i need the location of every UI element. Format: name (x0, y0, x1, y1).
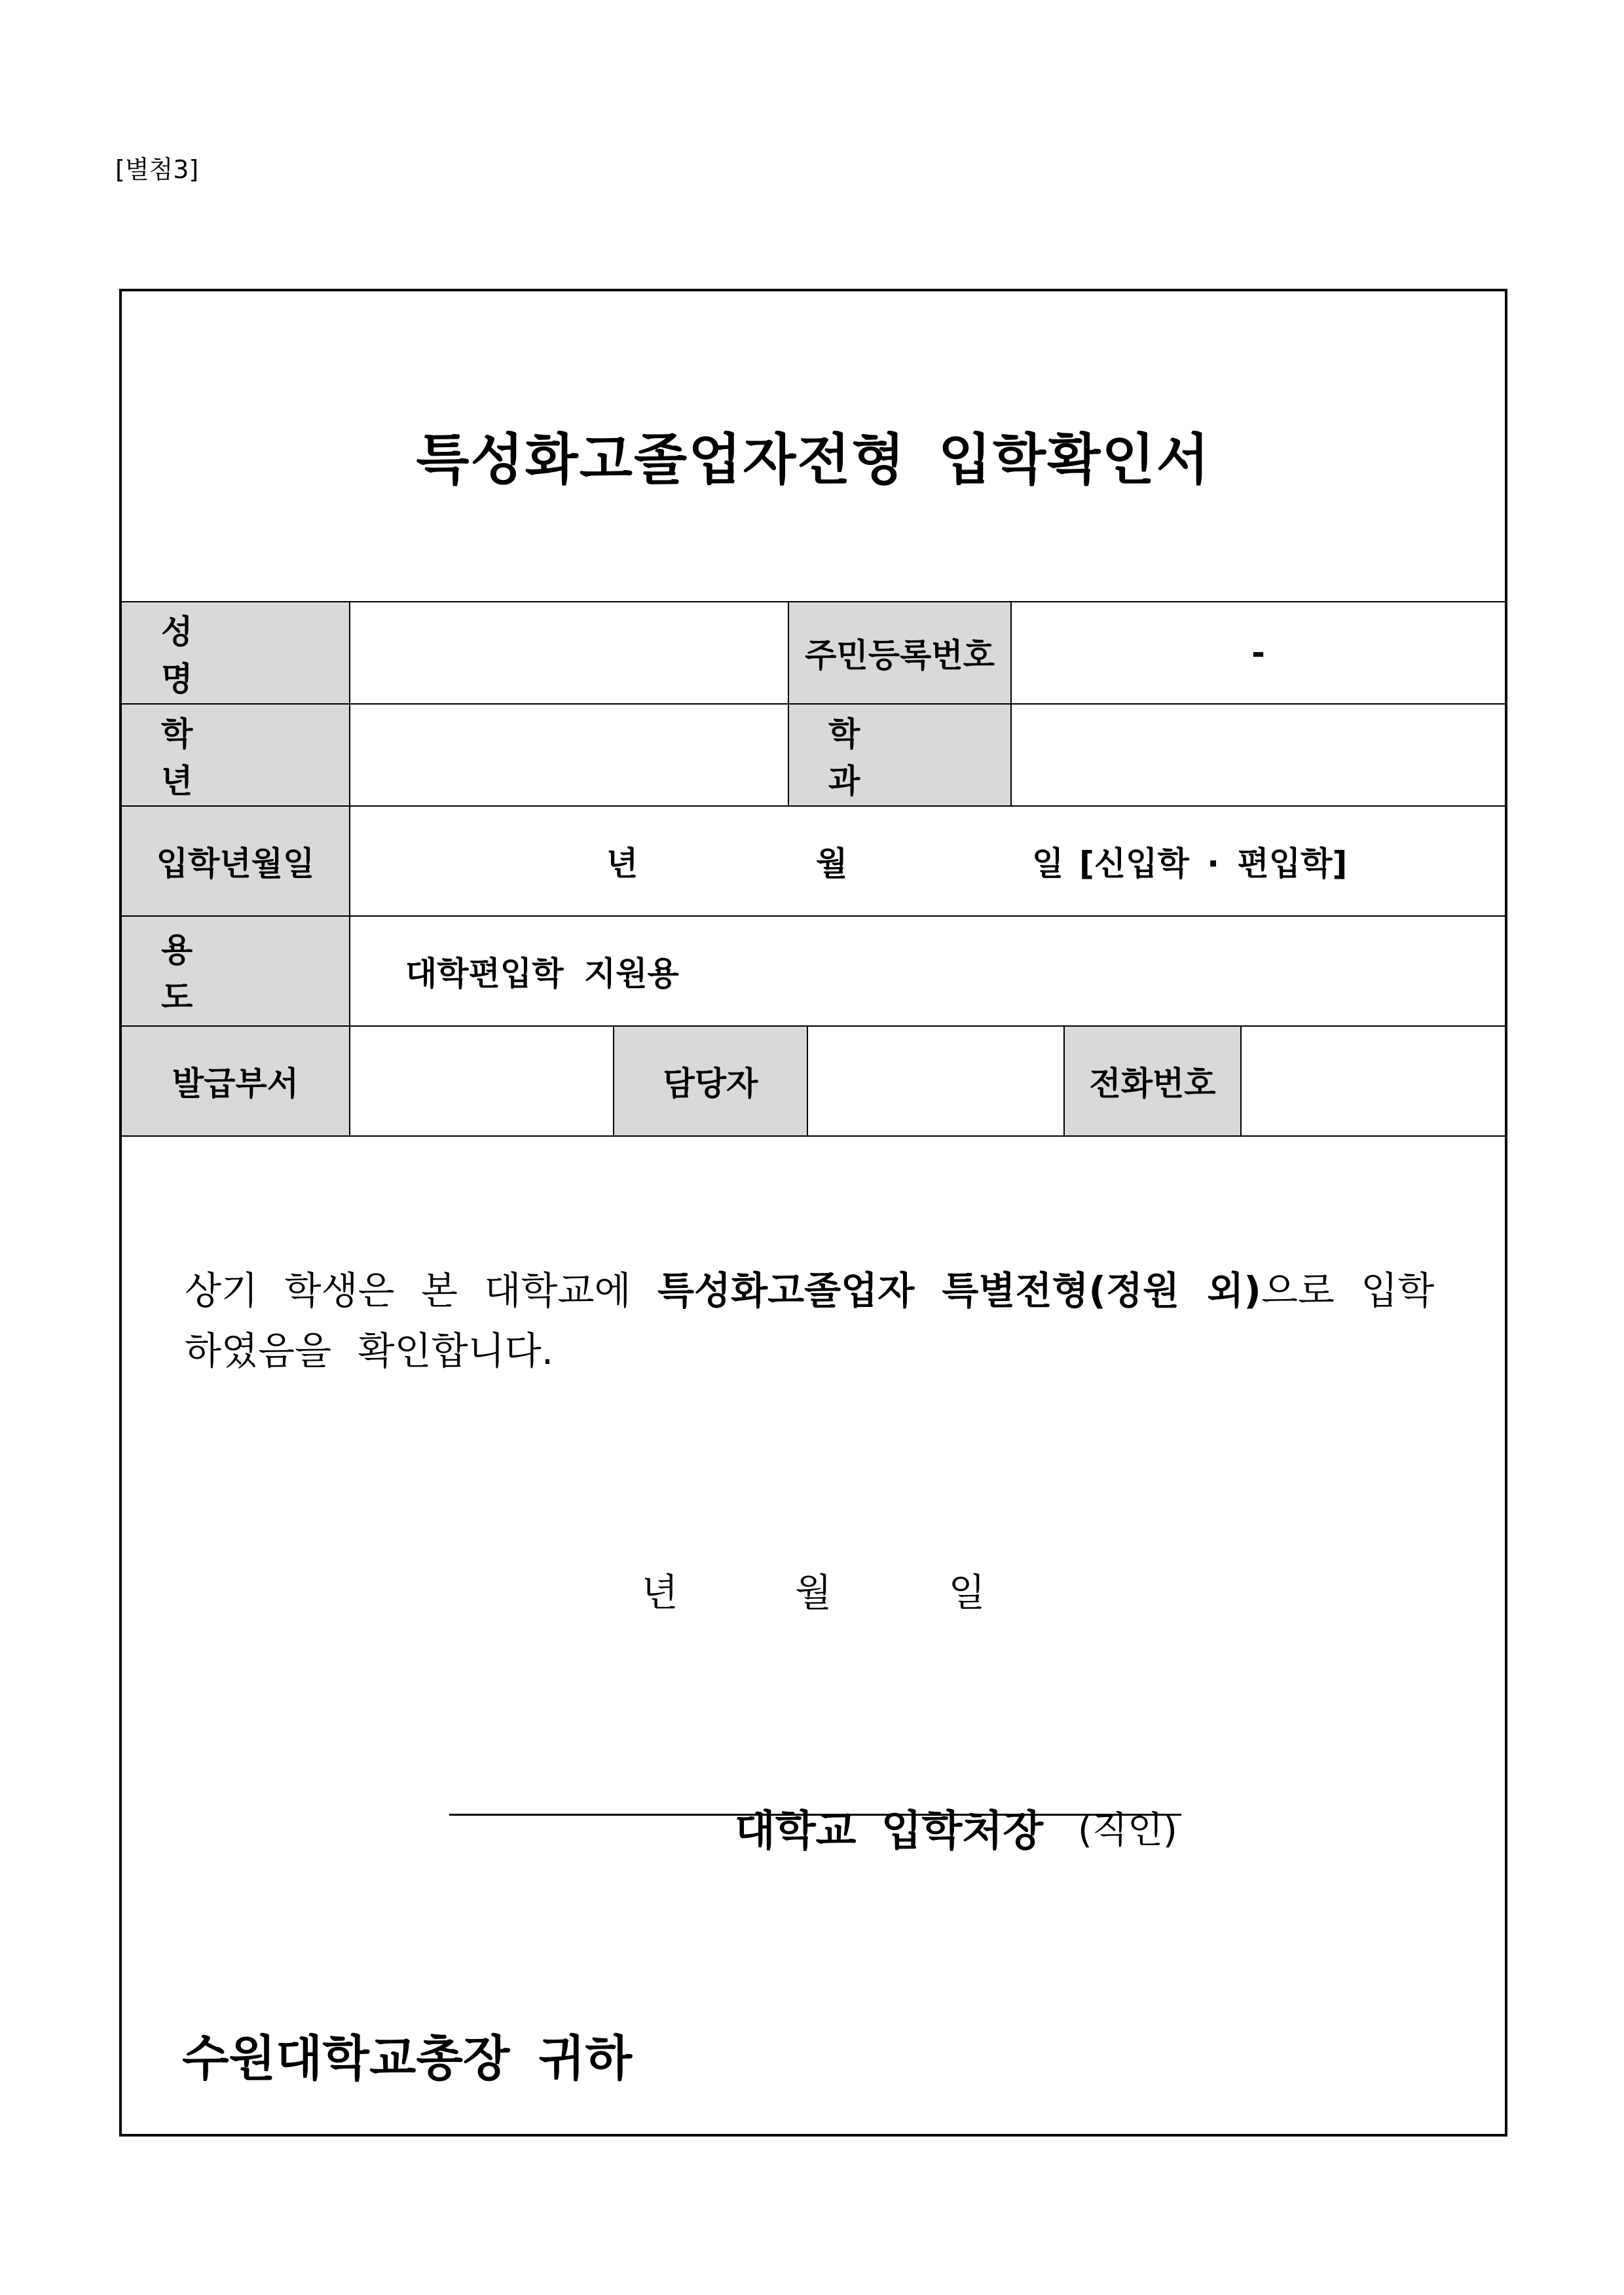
attachment-label: [별첨3] (115, 155, 199, 184)
name-label: 성 명 (122, 602, 350, 703)
name-field[interactable] (350, 602, 788, 703)
phone-field[interactable] (1242, 1027, 1505, 1135)
document-title: 특성화고졸업자전형 입학확인서 (416, 428, 1211, 492)
person-in-charge-label: 담당자 (613, 1027, 808, 1135)
info-table (122, 601, 1505, 1137)
table-row (122, 917, 1505, 1027)
department-label: 학 과 (788, 705, 1012, 805)
issuing-dept-label: 발급부서 (122, 1027, 350, 1135)
admission-date-label: 입학년월일 (122, 807, 350, 915)
resident-number-field[interactable]: - (1251, 634, 1265, 672)
statement-bold-text: 특성화고졸업자 특별전형(정원 외) (657, 1268, 1261, 1313)
confirmation-statement (185, 1260, 1449, 1381)
official-seal-label: (직인) (1078, 1809, 1177, 1852)
admission-date-day[interactable]: 일 (1032, 845, 1064, 883)
grade-label: 학 년 (122, 705, 350, 805)
issuing-dept-field[interactable] (350, 1027, 613, 1135)
resident-number-label: 주민등록번호 (788, 602, 1012, 703)
admission-date-month[interactable]: 월 (816, 845, 848, 883)
admission-date-year[interactable]: 년 (606, 845, 638, 883)
purpose-label: 용 도 (122, 917, 350, 1025)
form-frame (119, 289, 1507, 2137)
grade-field[interactable] (350, 705, 788, 805)
issue-date-year[interactable]: 년 (641, 1570, 678, 1615)
issue-date (122, 1562, 1505, 1617)
purpose-value: 대학편입학 지원용 (405, 955, 679, 993)
table-row (122, 602, 1505, 705)
recipient: 수원대학교총장 귀하 (182, 2030, 633, 2087)
department-field[interactable] (1012, 705, 1505, 805)
issue-date-month[interactable]: 월 (794, 1570, 832, 1615)
table-row (122, 1027, 1505, 1137)
signer-title: 대학교 입학처장 (735, 1807, 1044, 1856)
statement-text: 하였음을 확인합니다. (185, 1329, 554, 1373)
table-row (122, 807, 1505, 917)
table-row (122, 705, 1505, 807)
issue-date-day[interactable]: 일 (948, 1570, 986, 1615)
statement-text: 상기 학생은 본 대학교에 (185, 1268, 658, 1313)
statement-text: 으로 입학 (1261, 1268, 1435, 1313)
admission-type[interactable]: [신입학 · 편입학] (1079, 845, 1348, 883)
phone-label: 전화번호 (1063, 1027, 1242, 1135)
person-in-charge-field[interactable] (808, 1027, 1063, 1135)
